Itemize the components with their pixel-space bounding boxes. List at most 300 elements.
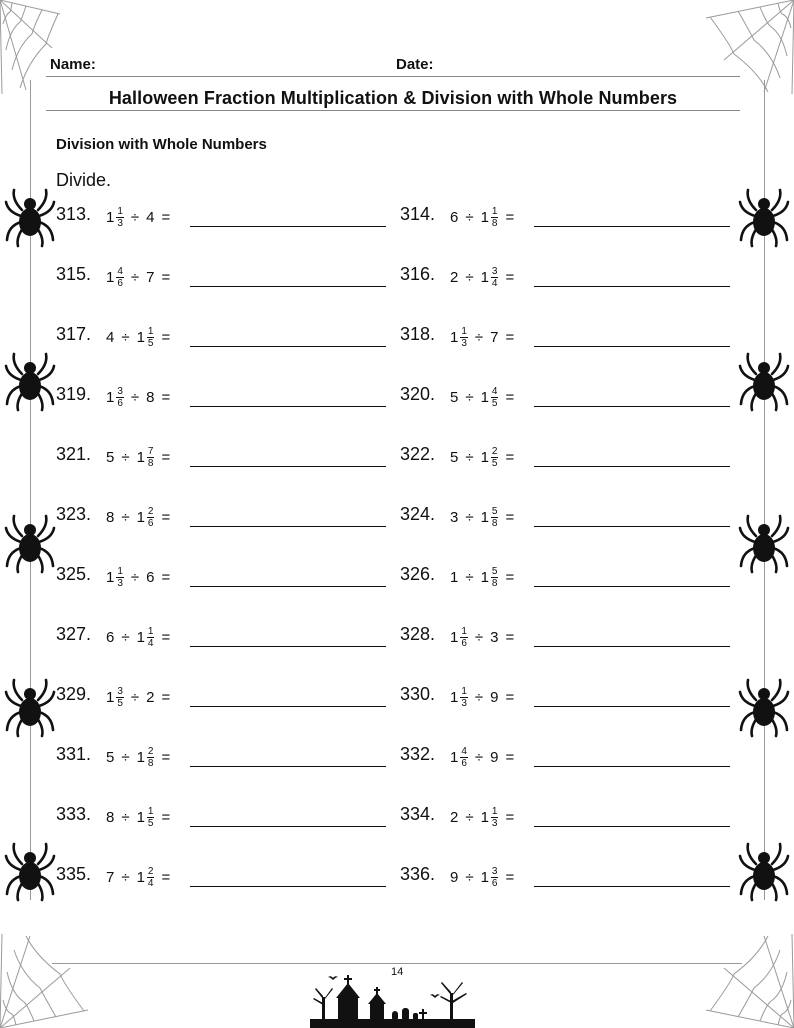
equals-sign: = — [505, 329, 515, 346]
whole-part: 1 — [136, 749, 145, 766]
whole-part: 1 — [106, 689, 115, 706]
denominator: 4 — [147, 878, 154, 889]
equals-sign: = — [505, 569, 515, 586]
numerator: 3 — [491, 866, 498, 877]
divide-operator: ÷ — [465, 269, 474, 286]
fraction — [460, 686, 468, 709]
mixed-number — [137, 506, 155, 529]
date-label: Date: — [396, 56, 434, 73]
divide-operator: ÷ — [121, 449, 130, 466]
fraction — [491, 446, 499, 469]
numerator: 2 — [147, 746, 154, 757]
mixed-number — [481, 506, 499, 529]
answer-line[interactable] — [534, 706, 730, 707]
problem-item — [56, 804, 396, 838]
problem-item — [400, 444, 740, 478]
spiderweb-icon — [704, 0, 794, 95]
whole-number: 7 — [146, 269, 155, 286]
answer-line[interactable] — [534, 286, 730, 287]
divide-operator: ÷ — [474, 749, 484, 766]
problem-expression — [106, 326, 177, 349]
problem-expression — [106, 206, 177, 229]
problem-number: 330. — [400, 684, 436, 704]
mixed-number — [137, 446, 155, 469]
mixed-number — [106, 386, 124, 409]
equals-sign: = — [505, 269, 515, 286]
divide-operator: ÷ — [121, 809, 130, 826]
whole-part: 1 — [480, 389, 489, 406]
problem-item — [400, 384, 740, 418]
problem-number: 335. — [56, 864, 92, 884]
denominator: 8 — [491, 518, 498, 529]
whole-number: 9 — [490, 689, 499, 706]
fraction — [491, 386, 499, 409]
fraction — [491, 806, 499, 829]
problem-expression — [106, 566, 177, 589]
fraction — [147, 806, 155, 829]
equals-sign: = — [505, 869, 515, 886]
mixed-number — [481, 446, 499, 469]
problem-expression — [450, 806, 521, 829]
divide-operator: ÷ — [130, 689, 140, 706]
divide-operator: ÷ — [121, 869, 130, 886]
spider-icon — [4, 840, 56, 907]
denominator: 6 — [461, 638, 467, 649]
divide-operator: ÷ — [474, 329, 484, 346]
whole-number: 5 — [106, 749, 115, 766]
mixed-number — [106, 206, 124, 229]
whole-number: 4 — [146, 209, 155, 226]
mixed-number — [137, 806, 155, 829]
problem-number: 323. — [56, 504, 92, 524]
denominator: 6 — [117, 278, 123, 289]
denominator: 6 — [147, 518, 154, 529]
whole-number: 5 — [106, 449, 115, 466]
divide-operator: ÷ — [130, 209, 140, 226]
whole-number: 7 — [106, 869, 115, 886]
fraction — [116, 566, 124, 589]
numerator: 5 — [491, 566, 498, 577]
problem-number: 329. — [56, 684, 92, 704]
denominator: 6 — [461, 758, 467, 769]
numerator: 1 — [147, 626, 154, 637]
mixed-number — [481, 386, 499, 409]
whole-number: 8 — [146, 389, 155, 406]
problem-item — [400, 204, 740, 238]
answer-line[interactable] — [190, 226, 386, 227]
mixed-number — [481, 806, 499, 829]
fraction — [147, 326, 155, 349]
answer-line[interactable] — [534, 826, 730, 827]
denominator: 5 — [491, 398, 498, 409]
mixed-number — [450, 686, 468, 709]
whole-part: 1 — [136, 869, 145, 886]
mixed-number — [481, 866, 499, 889]
answer-line[interactable] — [534, 526, 730, 527]
problem-expression — [106, 866, 177, 889]
numerator: 1 — [491, 206, 498, 217]
whole-part: 1 — [106, 209, 115, 226]
spider-icon — [4, 350, 56, 417]
spider-icon — [4, 676, 56, 743]
whole-number: 5 — [450, 449, 459, 466]
equals-sign: = — [505, 749, 515, 766]
whole-number: 8 — [106, 509, 115, 526]
whole-part: 1 — [480, 269, 489, 286]
numerator: 1 — [117, 566, 123, 577]
whole-number: 2 — [450, 269, 459, 286]
denominator: 4 — [491, 278, 498, 289]
problem-number: 317. — [56, 324, 92, 344]
mixed-number — [137, 326, 155, 349]
problem-item — [400, 564, 740, 598]
fraction — [116, 206, 124, 229]
numerator: 2 — [147, 866, 154, 877]
equals-sign: = — [505, 629, 515, 646]
equals-sign: = — [505, 809, 515, 826]
spider-icon — [4, 512, 56, 579]
denominator: 5 — [491, 458, 498, 469]
equals-sign: = — [161, 329, 171, 346]
numerator: 1 — [461, 686, 467, 697]
divide-operator: ÷ — [121, 629, 130, 646]
numerator: 1 — [491, 806, 498, 817]
page-number: 14 — [391, 966, 404, 978]
haunted-graveyard-icon — [310, 975, 475, 1028]
answer-line[interactable] — [534, 406, 730, 407]
whole-number: 8 — [106, 809, 115, 826]
fraction — [147, 626, 155, 649]
problem-expression — [450, 326, 521, 349]
spider-icon — [4, 186, 56, 253]
problem-number: 314. — [400, 204, 436, 224]
whole-number: 6 — [450, 209, 459, 226]
whole-part: 1 — [480, 209, 489, 226]
answer-line[interactable] — [190, 766, 386, 767]
fraction — [116, 686, 124, 709]
instruction: Divide. — [56, 170, 112, 190]
problem-expression — [450, 566, 521, 589]
problem-number: 332. — [400, 744, 436, 764]
spiderweb-icon — [0, 933, 90, 1028]
mixed-number — [106, 566, 124, 589]
problem-expression — [106, 686, 177, 709]
equals-sign: = — [505, 209, 515, 226]
whole-number: 3 — [450, 509, 459, 526]
mixed-number — [137, 866, 155, 889]
numerator: 4 — [461, 746, 467, 757]
denominator: 6 — [117, 398, 123, 409]
numerator: 5 — [491, 506, 498, 517]
page-title: Halloween Fraction Multiplication & Division with Whole Numbers — [108, 88, 678, 108]
answer-line[interactable] — [190, 826, 386, 827]
problem-number: 315. — [56, 264, 92, 284]
answer-line[interactable] — [534, 586, 730, 587]
divide-operator: ÷ — [465, 509, 474, 526]
divide-operator: ÷ — [474, 629, 484, 646]
mixed-number — [137, 626, 155, 649]
denominator: 3 — [491, 818, 498, 829]
fraction — [491, 266, 499, 289]
problem-number: 324. — [400, 504, 436, 524]
problem-expression — [450, 506, 521, 529]
whole-part: 1 — [450, 749, 459, 766]
problem-expression — [106, 626, 177, 649]
spider-icon — [738, 186, 790, 253]
numerator: 7 — [147, 446, 154, 457]
problem-expression — [450, 446, 521, 469]
problem-expression — [450, 866, 521, 889]
numerator: 1 — [147, 326, 154, 337]
answer-line[interactable] — [534, 646, 730, 647]
problem-expression — [450, 746, 521, 769]
problem-expression — [106, 746, 177, 769]
whole-part: 1 — [480, 809, 489, 826]
problem-item — [56, 864, 396, 898]
whole-part: 1 — [136, 329, 145, 346]
problem-item — [400, 264, 740, 298]
equals-sign: = — [505, 689, 515, 706]
numerator: 3 — [117, 386, 123, 397]
divide-operator: ÷ — [130, 569, 140, 586]
problem-number: 328. — [400, 624, 436, 644]
whole-number: 3 — [490, 629, 499, 646]
whole-number: 9 — [490, 749, 499, 766]
fraction — [491, 866, 499, 889]
problem-expression — [106, 386, 177, 409]
equals-sign: = — [161, 629, 171, 646]
divide-operator: ÷ — [465, 809, 474, 826]
equals-sign: = — [161, 689, 171, 706]
answer-line[interactable] — [190, 466, 386, 467]
mixed-number — [450, 626, 468, 649]
mixed-number — [481, 206, 499, 229]
whole-part: 1 — [480, 449, 489, 466]
answer-line[interactable] — [190, 646, 386, 647]
divide-operator: ÷ — [121, 329, 130, 346]
mixed-number — [450, 746, 468, 769]
equals-sign: = — [505, 509, 515, 526]
fraction — [116, 266, 124, 289]
whole-number: 5 — [450, 389, 459, 406]
divide-operator: ÷ — [465, 209, 474, 226]
fraction — [491, 566, 499, 589]
mixed-number — [106, 266, 124, 289]
divide-operator: ÷ — [465, 449, 474, 466]
numerator: 3 — [117, 686, 123, 697]
whole-number: 9 — [450, 869, 459, 886]
fraction — [116, 386, 124, 409]
fraction — [460, 326, 468, 349]
denominator: 3 — [461, 698, 467, 709]
whole-number: 2 — [450, 809, 459, 826]
whole-number: 4 — [106, 329, 115, 346]
problem-item — [400, 324, 740, 358]
problem-item — [56, 324, 396, 358]
problem-number: 320. — [400, 384, 436, 404]
problem-expression — [106, 506, 177, 529]
equals-sign: = — [161, 449, 171, 466]
fraction — [147, 866, 155, 889]
answer-line[interactable] — [534, 346, 730, 347]
problem-number: 326. — [400, 564, 436, 584]
whole-part: 1 — [106, 269, 115, 286]
problem-item — [400, 804, 740, 838]
problem-item — [400, 864, 740, 898]
section-title: Division with Whole Numbers — [56, 136, 267, 153]
numerator: 3 — [491, 266, 498, 277]
divide-operator: ÷ — [121, 749, 130, 766]
equals-sign: = — [505, 449, 515, 466]
divide-operator: ÷ — [465, 569, 474, 586]
fraction — [460, 626, 468, 649]
answer-line[interactable] — [190, 886, 386, 887]
whole-part: 1 — [106, 389, 115, 406]
divide-operator: ÷ — [121, 509, 130, 526]
equals-sign: = — [161, 749, 171, 766]
denominator: 3 — [461, 338, 467, 349]
whole-part: 1 — [480, 869, 489, 886]
problem-item — [56, 384, 396, 418]
whole-number: 7 — [490, 329, 499, 346]
denominator: 6 — [491, 878, 498, 889]
problem-number: 318. — [400, 324, 436, 344]
answer-line[interactable] — [190, 286, 386, 287]
denominator: 5 — [117, 698, 123, 709]
denominator: 8 — [147, 758, 154, 769]
answer-line[interactable] — [190, 706, 386, 707]
whole-part: 1 — [136, 629, 145, 646]
answer-line[interactable] — [534, 466, 730, 467]
mixed-number — [481, 566, 499, 589]
fraction — [491, 206, 499, 229]
footer-divider — [52, 963, 742, 964]
answer-line[interactable] — [190, 526, 386, 527]
whole-number: 1 — [450, 569, 459, 586]
answer-line[interactable] — [190, 346, 386, 347]
problem-number: 336. — [400, 864, 436, 884]
denominator: 8 — [147, 458, 154, 469]
numerator: 1 — [117, 206, 123, 217]
fraction — [147, 506, 155, 529]
whole-number: 2 — [146, 689, 155, 706]
problem-number: 333. — [56, 804, 92, 824]
equals-sign: = — [161, 809, 171, 826]
fraction — [147, 446, 155, 469]
spiderweb-icon — [704, 933, 794, 1028]
problem-expression — [450, 206, 521, 229]
numerator: 4 — [491, 386, 498, 397]
problem-item — [56, 504, 396, 538]
answer-line[interactable] — [534, 226, 730, 227]
numerator: 1 — [461, 326, 467, 337]
whole-number: 6 — [106, 629, 115, 646]
problem-expression — [450, 626, 521, 649]
problem-number: 327. — [56, 624, 92, 644]
mixed-number — [137, 746, 155, 769]
problem-number: 319. — [56, 384, 92, 404]
equals-sign: = — [161, 389, 171, 406]
denominator: 3 — [117, 578, 123, 589]
problem-number: 331. — [56, 744, 92, 764]
equals-sign: = — [161, 569, 171, 586]
problem-item — [56, 444, 396, 478]
problem-number: 334. — [400, 804, 436, 824]
problem-number: 325. — [56, 564, 92, 584]
divide-operator: ÷ — [474, 689, 484, 706]
fraction — [491, 506, 499, 529]
name-label: Name: — [50, 56, 96, 73]
numerator: 4 — [117, 266, 123, 277]
mixed-number — [106, 686, 124, 709]
divide-operator: ÷ — [130, 389, 140, 406]
whole-part: 1 — [106, 569, 115, 586]
problem-expression — [450, 386, 521, 409]
whole-part: 1 — [136, 509, 145, 526]
name-date-row — [46, 56, 740, 77]
whole-part: 1 — [450, 689, 459, 706]
answer-line[interactable] — [534, 886, 730, 887]
whole-part: 1 — [450, 329, 459, 346]
numerator: 1 — [147, 806, 154, 817]
problem-number: 313. — [56, 204, 92, 224]
problem-item — [56, 204, 396, 238]
denominator: 5 — [147, 818, 154, 829]
answer-line[interactable] — [534, 766, 730, 767]
numerator: 2 — [491, 446, 498, 457]
problem-expression — [450, 266, 521, 289]
title-row — [46, 88, 740, 111]
problem-expression — [450, 686, 521, 709]
problem-number: 322. — [400, 444, 436, 464]
divide-operator: ÷ — [465, 389, 474, 406]
equals-sign: = — [161, 269, 171, 286]
problem-number: 321. — [56, 444, 92, 464]
numerator: 2 — [147, 506, 154, 517]
answer-line[interactable] — [190, 586, 386, 587]
problem-item — [400, 624, 740, 658]
spider-icon — [738, 676, 790, 743]
equals-sign: = — [161, 509, 171, 526]
problem-item — [56, 744, 396, 778]
spider-icon — [738, 350, 790, 417]
mixed-number — [481, 266, 499, 289]
denominator: 8 — [491, 218, 498, 229]
problem-item — [56, 624, 396, 658]
problem-expression — [106, 266, 177, 289]
problem-expression — [106, 446, 177, 469]
problem-item — [400, 744, 740, 778]
denominator: 5 — [147, 338, 154, 349]
whole-part: 1 — [480, 509, 489, 526]
whole-part: 1 — [136, 809, 145, 826]
spider-icon — [738, 840, 790, 907]
problem-item — [400, 684, 740, 718]
equals-sign: = — [505, 389, 515, 406]
denominator: 8 — [491, 578, 498, 589]
fraction — [147, 746, 155, 769]
numerator: 1 — [461, 626, 467, 637]
equals-sign: = — [161, 869, 171, 886]
divide-operator: ÷ — [130, 269, 140, 286]
problem-expression — [106, 806, 177, 829]
equals-sign: = — [161, 209, 171, 226]
answer-line[interactable] — [190, 406, 386, 407]
problem-item — [400, 504, 740, 538]
spider-icon — [738, 512, 790, 579]
problem-item — [56, 264, 396, 298]
fraction — [460, 746, 468, 769]
